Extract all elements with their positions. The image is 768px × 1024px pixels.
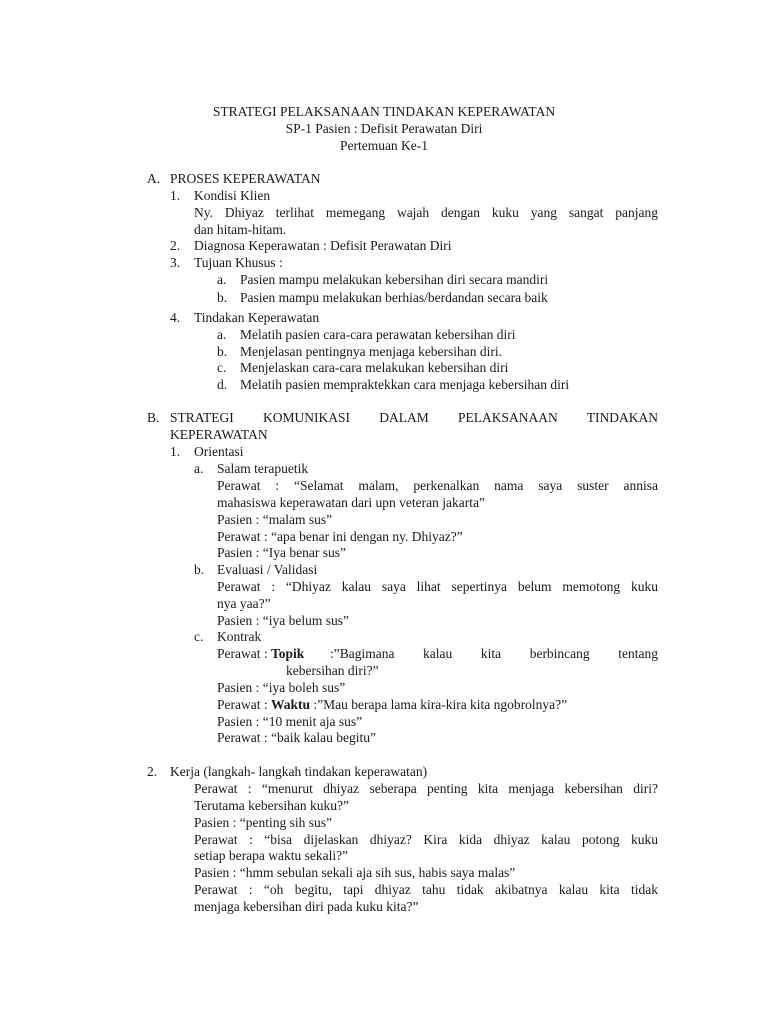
section-b-heading: STRATEGI KOMUNIKASI DALAM PELAKSANAAN TINDAKAN [170,410,658,425]
speaker-prefix: Perawat : [217,646,271,661]
salam-label: Salam terapuetik [217,461,309,476]
dialogue-line: kebersihan diri?” [286,663,379,678]
tindakan-item: Melatih pasien cara-cara perawatan kebersihan diri [240,327,516,342]
list-number: 1. [170,188,181,203]
list-number: 2. [170,238,181,253]
dialogue-line: Perawat : “Dhiyaz kalau saya lihat sepertinya belum memotong kuku [217,579,658,594]
orientasi-label: Orientasi [194,444,244,459]
sub-marker: b. [194,562,205,577]
list-number: 4. [170,310,181,325]
dialogue-line: Perawat : “baik kalau begitu” [217,730,376,745]
tujuan-item: Pasien mampu melakukan berhias/berdandan secara baik [240,290,548,305]
dialogue-line: menjaga kebersihan diri pada kuku kita?” [194,899,419,914]
dialogue-line: Pasien : “penting sih sus” [194,815,332,830]
kontrak-label: Kontrak [217,629,262,644]
sub-marker: a. [217,272,227,287]
dialogue-line: Pasien : “malam sus” [217,512,333,527]
waktu-text: :”Mau berapa lama kira-kira kita ngobrolnya?” [310,697,568,712]
tujuan-khusus-label: Tujuan Khusus : [194,255,283,270]
dialogue-line: Perawat : “oh begitu, tapi dhiyaz tahu tidak akibatnya kalau kita tidak [194,882,658,897]
document-title: STRATEGI PELAKSANAAN TINDAKAN KEPERAWATAN [212,104,556,119]
section-b-marker: B. [147,410,160,425]
sub-marker: a. [217,327,227,342]
section-b-heading-cont: KEPERAWATAN [170,427,268,442]
document-subtitle: SP-1 Pasien : Defisit Perawatan Diri [285,121,483,136]
tindakan-item: Melatih pasien mempraktekkan cara menjaga kebersihan diri [240,377,570,392]
dialogue-line: :”Bagimana kalau kita berbincang tentang [330,646,658,661]
dialogue-line: mahasiswa keperawatan dari upn veteran jakarta” [217,495,485,510]
dialogue-line: Perawat : “bisa dijelaskan dhiyaz? Kira kida dhiyaz kalau potong kuku [194,832,658,847]
sub-marker: d. [217,377,228,392]
list-number: 3. [170,255,181,270]
tindakan-item: Menjelasan pentingnya menjaga kebersihan diri. [240,344,503,359]
dialogue-line: Terutama kebersihan kuku?” [194,798,349,813]
speaker-prefix: Perawat : [217,697,271,712]
dialogue-line: Pasien : “iya belum sus” [217,613,349,628]
dialogue-line: Pasien : “Iya benar sus” [217,545,346,560]
list-number: 2. [147,764,158,779]
sub-marker: c. [217,360,227,375]
kerja-label: Kerja (langkah- langkah tindakan keperawatan) [170,764,428,779]
kondisi-klien-text: Ny. Dhiyaz terlihat memegang wajah dengan kuku yang sangat panjang [194,205,658,220]
kondisi-klien-text-cont: dan hitam-hitam. [194,222,287,237]
waktu-keyword: Waktu [270,697,311,712]
tindakan-label: Tindakan Keperawatan [194,310,320,325]
sub-marker: b. [217,344,228,359]
dialogue-line: Perawat : “Selamat malam, perkenalkan nama saya suster annisa [217,478,658,493]
sub-marker: b. [217,290,228,305]
evaluasi-label: Evaluasi / Validasi [217,562,318,577]
list-number: 1. [170,444,181,459]
dialogue-line: Perawat : “apa benar ini dengan ny. Dhiyaz?” [217,529,463,544]
tindakan-item: Menjelaskan cara-cara melakukan kebersihan diri [240,360,509,375]
sub-marker: c. [194,629,204,644]
dialogue-line: Pasien : “hmm sebulan sekali aja sih sus, habis saya malas” [194,865,516,880]
dialogue-line: Pasien : “iya boleh sus” [217,680,346,695]
tujuan-item: Pasien mampu melakukan kebersihan diri secara mandiri [240,272,549,287]
sub-marker: a. [194,461,204,476]
meeting-label: Pertemuan Ke-1 [339,138,429,153]
section-a-heading: PROSES KEPERAWATAN [170,171,321,186]
topik-keyword: Topik [270,646,305,661]
dialogue-line: Pasien : “10 menit aja sus” [217,714,363,729]
dialogue-line [217,646,304,663]
section-a-marker: A. [147,171,161,186]
dialogue-line: nya yaa?” [217,596,271,611]
dialogue-line: setiap berapa waktu sekali?” [194,848,349,863]
dialogue-line: Perawat : “menurut dhiyaz seberapa penting kita menjaga kebersihan diri? [194,781,658,796]
diagnosa-label: Diagnosa Keperawatan : Defisit Perawatan Diri [194,238,452,253]
dialogue-line [217,697,567,714]
kondisi-klien-label: Kondisi Klien [194,188,271,203]
